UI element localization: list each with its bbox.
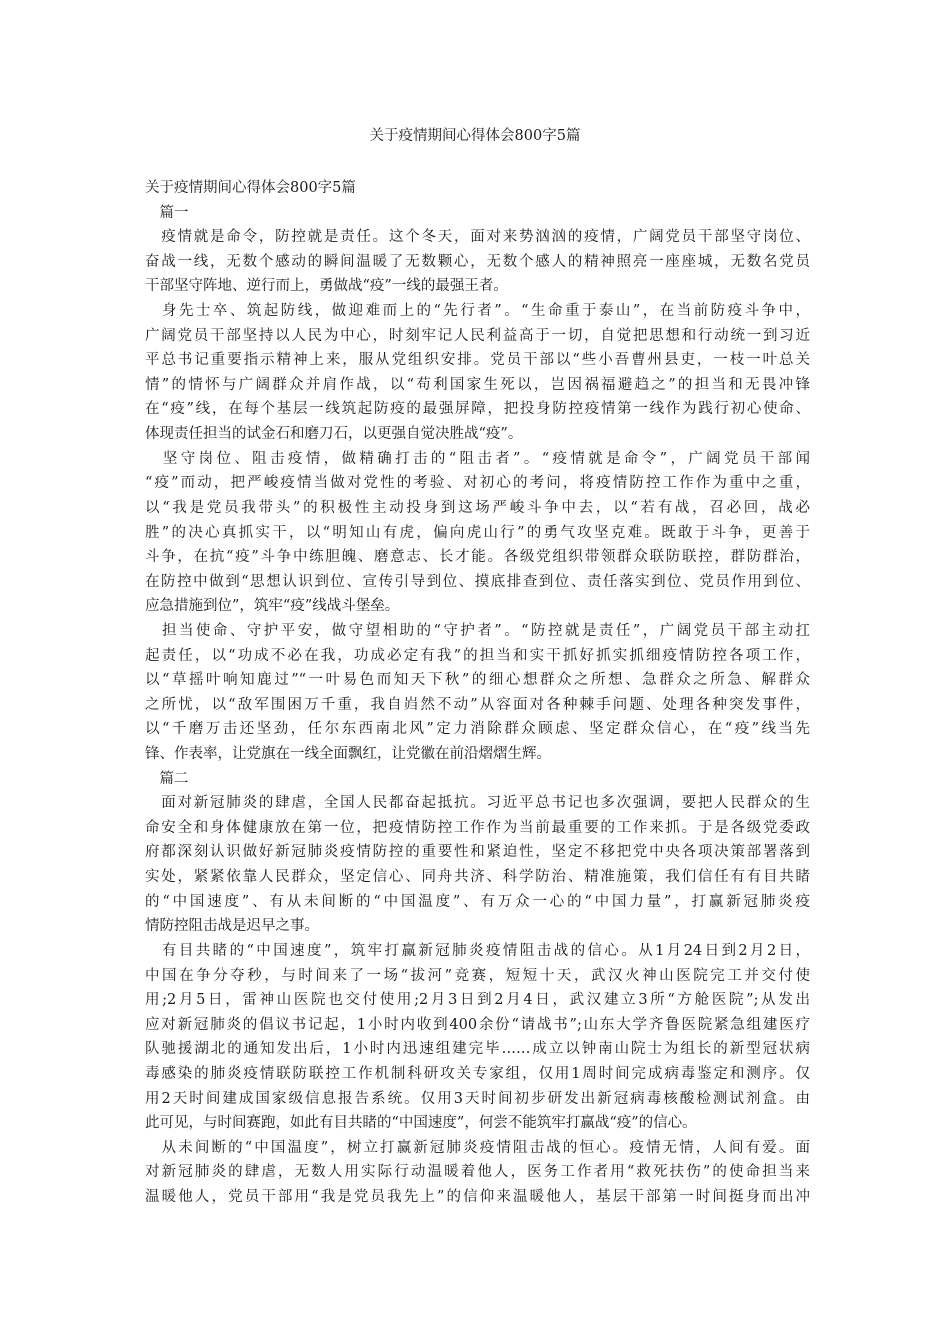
paragraph-line: 体现责任担当的试金石和磨刀石，以更强自觉决胜战“疫”。	[145, 426, 523, 443]
paragraph-line: 此可见，与时间赛跑，如此有目共睹的“中国速度”，何尝不能筑牢打赢战“疫”的信心。	[145, 1115, 697, 1132]
paragraph-line: 实处，紧紧依靠人民群众，坚定信心、同舟共济、科学防治、精准施策，我们信任有有目共睹	[145, 869, 810, 886]
paragraph-line: 温暖他人，党员干部用“我是党员我先上”的信仰来温暖他人，基层干部第一时间挺身而出冲	[145, 1188, 810, 1205]
paragraph-line: 应对新冠肺炎的倡议书记起，1小时内收到400余份“请战书”;山东大学齐鲁医院紧急组建医疗	[145, 1016, 810, 1033]
paragraph-line: 命安全和身体健康放在第一位，把疫情防控工作作为当前最重要的工作来抓。于是各级党委政	[145, 819, 810, 836]
paragraph-line: 身先士卒、筑起防线，做迎难而上的“先行者”。“生命重于泰山”，在当前防疫斗争中，	[145, 303, 810, 320]
paragraph-line: 在“疫”线，在每个基层一线筑起防疫的最强屏障，把投身防控疫情第一线作为践行初心使命、	[145, 401, 810, 418]
paragraph-line: 面对新冠肺炎的肆虐，全国人民都奋起抵抗。习近平总书记也多次强调，要把人民群众的生	[145, 795, 810, 812]
paragraph-line: 有目共睹的“中国速度”，筑牢打赢新冠肺炎疫情阻击战的信心。从1月24日到2月2日，	[145, 942, 810, 959]
paragraph-line: “疫”而动，把严峻疫情当做对党性的考验、对初心的考问，将疫情防控工作作为重中之重，	[145, 475, 810, 492]
document-subtitle: 关于疫情期间心得体会800字5篇	[145, 180, 356, 196]
paragraph-line: 以“千磨万击还坚劲，任尔东西南北风”定力消除群众顾虑、坚定群众信心，在“疫”线当先	[145, 721, 810, 738]
paragraph-line: 中国在争分夺秒，与时间来了一场“拔河”竞赛，短短十天，武汉火神山医院完工并交付使	[145, 967, 810, 984]
paragraph-line: 府都深刻认识做好新冠肺炎疫情防控的重要性和紧迫性，坚定不移把党中央各项决策部署落到	[145, 844, 810, 861]
paragraph-line: 情防控阻击战是迟早之事。	[145, 918, 319, 935]
paragraph-line: 起责任，以“功成不必在我，功成必定有我”的担当和实干抓好抓实抓细疫情防控各项工作，	[145, 647, 810, 664]
paragraph-line: 从未间断的“中国温度”，树立打赢新冠肺炎疫情阻击战的恒心。疫情无情，人间有爱。面	[145, 1139, 810, 1156]
document-body	[145, 176, 810, 1210]
paragraph-line: 对新冠肺炎的肆虐，无数人用实际行动温暖着他人，医务工作者用“救死扶伤”的使命担当来	[145, 1164, 810, 1181]
page-title: 关于疫情期间心得体会800字5篇	[369, 128, 581, 144]
paragraph-line: 之所忧，以“敌军围困万千重，我自岿然不动”从容面对各种棘手问题、处理各种突发事件，	[145, 696, 810, 713]
paragraph-line: 奋战一线，无数个感动的瞬间温暖了无数颗心，无数个感人的精神照亮一座座城，无数名党员	[145, 253, 810, 270]
paragraph-line: 平总书记重要指示精神上来，服从党组织安排。党员干部以“些小吾曹州县吏，一枝一叶总关	[145, 352, 810, 369]
paragraph-line: 篇二	[145, 770, 189, 787]
paragraph-line: 情”的情怀与广阔群众并肩作战，以“苟利国家生死以，岂因祸福避趋之”的担当和无畏冲锋	[145, 376, 810, 393]
paragraph-line: 担当使命、守护平安，做守望相助的“守护者”。“防控就是责任”，广阔党员干部主动扛	[145, 622, 810, 639]
paragraph-line: 在防控中做到“思想认识到位、宣传引导到位、摸底排查到位、责任落实到位、党员作用到位、	[145, 573, 810, 590]
paragraph-line: 干部坚守阵地、逆行而上，勇做战“疫”一线的最强王者。	[145, 278, 508, 295]
paragraph-line: 的“中国速度”、有从未间断的“中国温度”、有万众一心的“中国力量”，打赢新冠肺炎疫	[145, 893, 810, 910]
paragraph-line: 广阔党员干部坚持以人民为中心，时刻牢记人民利益高于一切，自觉把思想和行动统一到习近	[145, 327, 810, 344]
paragraph-line: 毒感染的肺炎疫情联防联控工作机制科研攻关专家组，仅用1周时间完成病毒鉴定和测序。仅	[145, 1065, 810, 1082]
paragraph-line: 用2天时间建成国家级信息报告系统。仅用3天时间初步研发出新冠病毒核酸检测试剂盒。由	[145, 1090, 810, 1107]
paragraph-line: 胜”的决心真抓实干，以“明知山有虎，偏向虎山行”的勇气攻坚克难。既敢于斗争，更善于	[145, 524, 810, 541]
paragraph-line: 斗争，在抗“疫”斗争中练胆魄、磨意志、长才能。各级党组织带领群众联防联控，群防群治，	[145, 549, 810, 566]
paragraph-line: 疫情就是命令，防控就是责任。这个冬天，面对来势汹汹的疫情，广阔党员干部坚守岗位、	[145, 229, 810, 246]
paragraph-line: 以“我是党员我带头”的积极性主动投身到这场严峻斗争中去，以“若有战，召必回，战必	[145, 499, 810, 516]
paragraph-line: 锋、作表率，让党旗在一线全面飘红，让党徽在前沿熠熠生辉。	[145, 746, 551, 763]
paragraph-line: 坚守岗位、阻击疫情，做精确打击的“阻击者”。“疫情就是命令”，广阔党员干部闻	[145, 450, 810, 467]
paragraph-line: 篇一	[145, 204, 189, 221]
paragraph-line: 用;2月5日，雷神山医院也交付使用;2月3日到2月4日，武汉建立3所“方舱医院”;从发出	[145, 992, 810, 1009]
paragraph-line: 队驰援湖北的通知发出后，1小时内迅速组建完毕……成立以钟南山院士为组长的新型冠状病	[145, 1041, 810, 1058]
paragraph-line: 应急措施到位”，筑牢“疫”线战斗堡垒。	[145, 598, 400, 615]
paragraph-line: 以“草摇叶响知鹿过”“一叶易色而知天下秋”的细心想群众之所想、急群众之所急、解群众	[145, 672, 810, 689]
